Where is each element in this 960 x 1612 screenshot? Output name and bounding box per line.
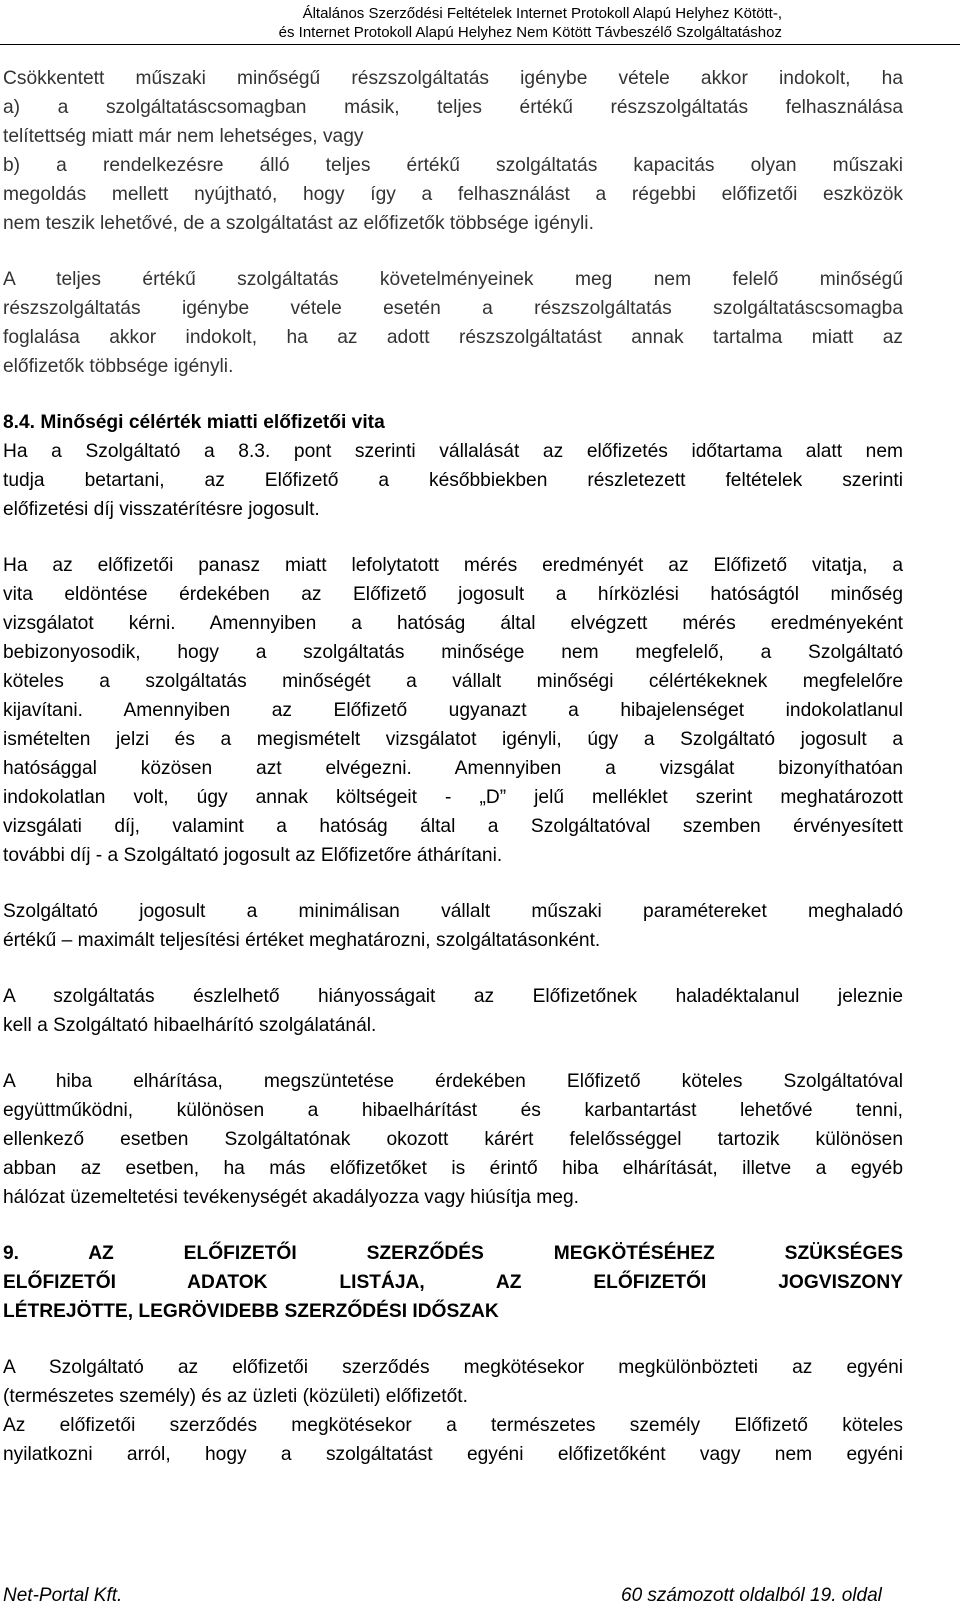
text-line: együttműködni, különösen a hibaelhárítást és karbantartást lehetővé tenni, [3,1100,903,1121]
text-line: köteles a szolgáltatás minőségét a vállalt minőségi célértékeknek megfelelőre [3,671,903,692]
paragraph-full-value-requirements [3,265,903,381]
text-line: előfizetők többsége igényli. [3,356,234,377]
text-line: A teljes értékű szolgáltatás követelményeinek meg nem felelő minőségű [3,269,903,290]
text-line: értékű – maximált teljesítési értéket meghatározni, szolgáltatásonként. [3,930,601,951]
text-line: 9. AZ ELŐFIZETŐI SZERZŐDÉS MEGKÖTÉSÉHEZ SZÜKSÉGES [3,1243,903,1264]
text-line: Ha a Szolgáltató a 8.3. pont szerinti vállalását az előfizetés időtartama alatt nem [3,441,903,462]
text-line: b) a rendelkezésre álló teljes értékű szolgáltatás kapacitás olyan műszaki [3,155,903,176]
text-line: Ha az előfizetői panasz miatt lefolytatott mérés eredményét az Előfizető vitatja, a [3,555,903,576]
text-line: telítettség miatt már nem lehetséges, vagy [3,126,364,147]
text-line: vizsgálatot kérni. Amennyiben a hatóság által elvégzett mérés eredményeként [3,613,903,634]
text-line: Szolgáltató jogosult a minimálisan vállalt műszaki paramétereket meghaladó [3,901,903,922]
text-line: LÉTREJÖTTE, LEGRÖVIDEBB SZERZŐDÉSI IDŐSZAK [3,1301,499,1322]
text-line: kell a Szolgáltató hibaelhárító szolgálatánál. [3,1015,377,1036]
header-line-2: és Internet Protokoll Alapú Helyhez Nem Kötött Távbeszélő Szolgáltatáshoz [278,24,782,41]
text-line: nem teszik lehetővé, de a szolgáltatást az előfizetők többsége igényli. [3,213,594,234]
paragraph-cooperation [3,1067,903,1212]
running-header [82,4,782,42]
text-line: Csökkentett műszaki minőségű részszolgáltatás igénybe vétele akkor indokolt, ha [3,68,903,89]
paragraph-subscriber-types [3,1353,903,1411]
text-line: részszolgáltatás igénybe vétele esetén a részszolgáltatás szolgáltatáscsomagba [3,298,903,319]
paragraph-declaration [3,1411,903,1469]
footer-company: Net-Portal Kft. [3,1585,123,1606]
text-line: tudja betartani, az Előfizető a későbbiekben részletezett feltételek szerinti [3,470,903,491]
section-heading-9 [3,1239,903,1326]
text-line: ellenkező esetben Szolgáltatónak okozott kárért felelősséggel tartozik különösen [3,1129,903,1150]
paragraph-refund [3,437,903,524]
footer-page-info: 60 számozott oldalból 19. oldal [621,1585,882,1606]
text-line: A hiba elhárítása, megszüntetése érdekében Előfizető köteles Szolgáltatóval [3,1071,903,1092]
text-line: A szolgáltatás észlelhető hiányosságait az Előfizetőnek haladéktalanul jeleznie [3,986,903,1007]
text-line: ELŐFIZETŐI ADATOK LISTÁJA, AZ ELŐFIZETŐI JOGVISZONY [3,1272,903,1293]
text-line: előfizetési díj visszatérítésre jogosult. [3,499,320,520]
paragraph-fault-reporting [3,982,903,1040]
header-divider [0,44,960,45]
text-line: nyilatkozni arról, hogy a szolgáltatást egyéni előfizetőként vagy nem egyéni [3,1444,903,1465]
text-line: A Szolgáltató az előfizetői szerződés megkötésekor megkülönbözteti az egyéni [3,1357,903,1378]
text-line: ismételten jelzi és a megismételt vizsgálatot igényli, úgy a Szolgáltató jogosult a [3,729,903,750]
text-line: a) a szolgáltatáscsomagban másik, teljes értékű részszolgáltatás felhasználása [3,97,903,118]
paragraph-max-performance [3,897,903,955]
text-line: indokolatlan volt, úgy annak költségeit - „D” jelű melléklet szerint meghatározott [3,787,903,808]
page-footer [0,1583,960,1612]
text-line: abban az esetben, ha más előfizetőket is érintő hiba elhárítását, illetve a egyéb [3,1158,903,1179]
text-line: vizsgálati díj, valamint a hatóság által a Szolgáltatóval szemben érvényesített [3,816,903,837]
paragraph-complaint-measurement [3,551,903,870]
text-line: további díj - a Szolgáltató jogosult az Előfizetőre áthárítani. [3,845,503,866]
text-line: vita eldöntése érdekében az Előfizető jogosult a hírközlési hatóságtól minőség [3,584,903,605]
text-line: Az előfizetői szerződés megkötésekor a természetes személy Előfizető köteles [3,1415,903,1436]
document-body [3,64,903,1496]
text-line: foglalása akkor indokolt, ha az adott részszolgáltatást annak tartalma miatt az [3,327,903,348]
paragraph-reduced-quality [3,64,903,238]
text-line: hálózat üzemeltetési tevékenységét akadályozza vagy hiúsítja meg. [3,1187,579,1208]
section-heading-8-4: 8.4. Minőségi célérték miatti előfizetői vita [3,412,385,433]
text-line: (természetes személy) és az üzleti (közületi) előfizetőt. [3,1386,468,1407]
text-line: kijavítani. Amennyiben az Előfizető ugyanazt a hibajelenséget indokolatlanul [3,700,903,721]
text-line: megoldás mellett nyújtható, hogy így a felhasználást a régebbi előfizetői eszközök [3,184,903,205]
header-line-1: Általános Szerződési Feltételek Internet Protokoll Alapú Helyhez Kötött-, [302,5,782,22]
text-line: bebizonyosodik, hogy a szolgáltatás minősége nem megfelelő, a Szolgáltató [3,642,903,663]
text-line: hatósággal közösen azt elvégezni. Amennyiben a vizsgálat bizonyíthatóan [3,758,903,779]
